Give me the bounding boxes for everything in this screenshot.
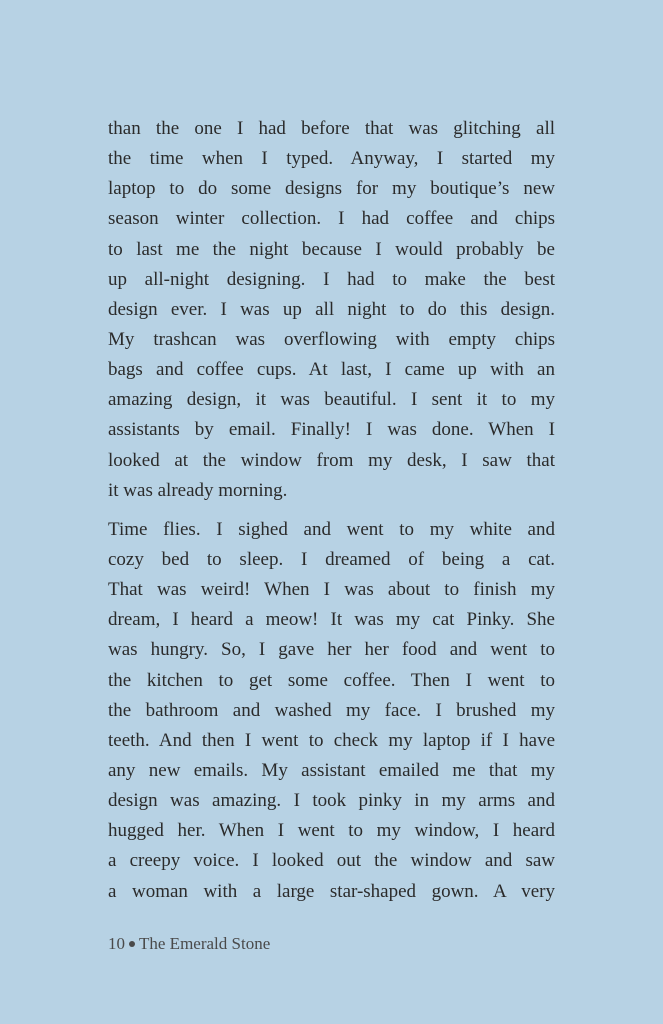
page-footer [108,934,270,954]
text-line: than the one I had before that was glitching all [108,118,555,139]
text-line: My trashcan was overflowing with empty chips [108,328,555,350]
text-line: the bathroom and washed my face. I brushed my [108,699,555,721]
text-line: to last me the night because I would probably be [108,238,555,260]
book-title: The Emerald Stone [139,934,271,953]
text-line: That was weird! When I was about to finish my [108,579,555,601]
text-line: assistants by email. Finally! I was done. When I [108,419,555,441]
body-text [108,114,555,907]
text-line: was hungry. So, I gave her her food and went to [108,639,555,661]
page-number: 10 [108,934,125,953]
text-line: a woman with a large star-shaped gown. A very [108,880,555,902]
text-line: it was already morning. [108,479,288,501]
text-line: up all-night designing. I had to make the best [108,268,555,290]
text-line: hugged her. When I went to my window, I heard [108,820,555,842]
text-line: teeth. And then I went to check my laptop if I have [108,729,555,751]
text-line: season winter collection. I had coffee and chips [108,208,555,230]
bullet-separator-icon [129,941,135,947]
text-line: bags and coffee cups. At last, I came up with an [108,359,555,381]
text-line: dream, I heard a meow! It was my cat Pinky. She [108,609,555,631]
text-line: amazing design, it was beautiful. I sent it to my [108,389,555,411]
text-line: laptop to do some designs for my boutique’s new [108,178,555,200]
text-line: a creepy voice. I looked out the window and saw [108,850,555,872]
paragraph-1 [108,114,555,506]
paragraph-spacer [108,506,555,515]
paragraph-2 [108,515,555,907]
text-line: looked at the window from my desk, I saw that [108,449,555,471]
text-line: any new emails. My assistant emailed me that my [108,759,555,781]
text-line: design ever. I was up all night to do this design. [108,298,555,320]
text-line: the kitchen to get some coffee. Then I went to [108,669,555,691]
text-line: Time flies. I sighed and went to my white and [108,518,555,540]
text-line: cozy bed to sleep. I dreamed of being a cat. [108,548,555,570]
text-line: design was amazing. I took pinky in my arms and [108,790,555,812]
text-line: the time when I typed. Anyway, I started my [108,148,555,170]
